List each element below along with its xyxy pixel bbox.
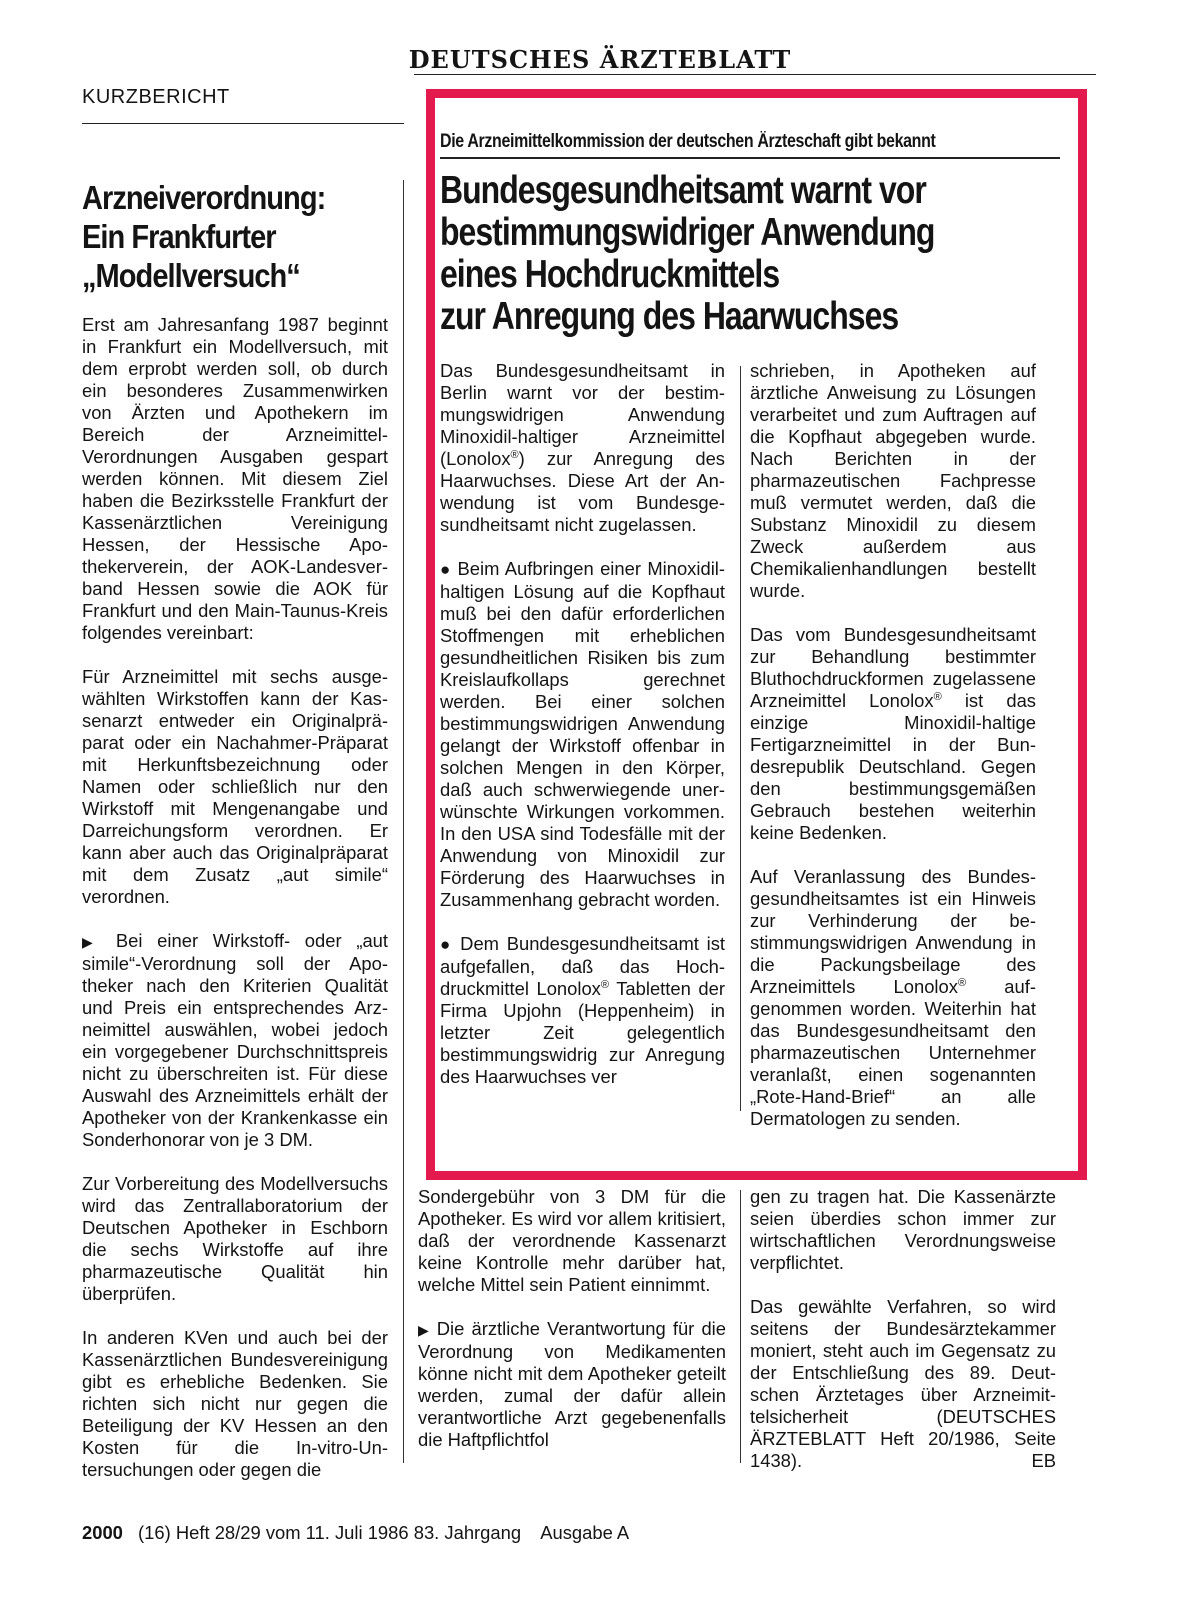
headline-line: zur Anregung des Haarwuchses (440, 295, 899, 338)
column-divider-left (403, 180, 404, 1463)
page-footer (82, 1522, 629, 1544)
paragraph (418, 1318, 726, 1451)
section-label: KURZBERICHT (82, 86, 230, 108)
masthead-rule (414, 74, 1096, 75)
text: aufgenommen worden. Weiterhin hat das Bundesgesundheitsamt den pharmazeutischen Unternehmer veranlaßt, einen sogenannten „Rote-Hand-Brief“ an alle Dermatologen zu senden. (750, 976, 1036, 1129)
registered-mark: ® (510, 448, 519, 461)
text: ) zur Anregung des Haarwuchses. Diese Art der Anwendung ist vom Bundesgesundheitsamt nicht zugelassen. (440, 448, 725, 535)
text: Tabletten der Firma Upjohn (Heppenheim) in letzter Zeit gelegentlich bestimmungswidrig zur Anregung des Haarwuchses ver (440, 978, 725, 1087)
continued-column-1 (418, 1186, 726, 1451)
paragraph (82, 930, 388, 1151)
paragraph (750, 866, 1036, 1130)
box-kicker: Die Arzneimittelkommission der deutschen Ärzteschaft gibt bekannt (440, 131, 936, 152)
text: Auf Veranlassung des Bundesgesundheitsamtes ist ein Hinweis zur Verhinderung der bestimmungswidrigen Anwendung in die Packungsbeilage des Arzneimittels Lonolox (750, 866, 1036, 997)
box-headline (440, 170, 934, 338)
column-divider-lower (740, 1190, 741, 1463)
headline-line: Bundesgesundheitsamt warnt vor (440, 169, 926, 212)
registered-mark: ® (600, 978, 609, 991)
column-divider-box (740, 366, 741, 1111)
headline-line: eines Hochdruckmittels (440, 253, 780, 296)
paragraph: schrieben, in Apotheken auf ärztliche Anweisung zu Lösungen verarbeitet und zum Auftragen auf die Kopfhaut abgegeben wurde. Nach Berichten in der pharmazeutischen Fachpresse muß vermutet werden, daß die Substanz Minoxidil zu diesem Zweck außerdem aus Chemikalienhandlungen bestellt wurde. (750, 360, 1036, 601)
headline-line: Arzneiverordnung: (82, 179, 326, 216)
text: Das vom Bundesgesundheitsamt zur Behandlung bestimmter Bluthochdruckformen zugelassene Arzneimittel Lonolox (750, 624, 1036, 711)
text: Das Bundesgesundheitsamt in Berlin warnt vor der bestimmungswidrigen Anwendung Minoxidil-haltiger Arzneimittel (Lonolox (440, 360, 725, 469)
paragraph: Für Arzneimittel mit sechs ausgewählten Wirkstoffen kann der Kassenarzt entweder ein Originalpräparat oder ein Nachahmer-Präparat mit Herkunftsbezeichnung oder Namen oder schließlich nur den Wirkstoff mit Mengenangabe und Darreichungsform verordnen. Er kann aber auch das Originalpräparat mit dem Zusatz „aut simile“ verordnen. (82, 666, 388, 907)
masthead: DEUTSCHES ÄRZTEBLATT (408, 45, 792, 74)
registered-mark: ® (957, 976, 967, 989)
box-column-1 (440, 360, 725, 1088)
page-number: 2000 (82, 1522, 123, 1543)
paragraph: In anderen KVen und auch bei der Kassenärztlichen Bundesvereinigung gibt es erhebliche Bedenken. Sie richten sich nicht nur gegen die Beteiligung der KV Hessen an den Kosten für die In-vitro-Untersuchungen oder gegen die (82, 1327, 388, 1480)
registered-mark: ® (933, 690, 942, 703)
headline-line: „Modellversuch“ (82, 257, 300, 294)
box-column-2 (750, 360, 1036, 1130)
paragraph (440, 360, 725, 536)
paragraph: gen zu tragen hat. Die Kassenärzte seien überdies schon immer zur wirtschaftlichen Verordnungsweise verpflichtet. (750, 1186, 1056, 1273)
continued-column-2 (750, 1186, 1056, 1472)
headline-line: bestimmungswidriger Anwendung (440, 211, 935, 254)
headline-line: Ein Frankfurter (82, 218, 276, 255)
paragraph-text: Das gewählte Verfahren, so wird seitens der Bundesärztekammer moniert, steht auch im Gegensatz zu der Entschließung des 89. Deutschen Ärztetages über Arzneimittelsicherheit (DEUTSCHES ÄRZTEBLATT Heft 20/1986, Seite 1438). (750, 1296, 1056, 1471)
paragraph-text: Die ärztliche Verantwortung für die Verordnung von Medikamenten könne nicht mit dem Apotheker geteilt werden, zumal der dafür allein verantwortliche Arzt gegebenenfalls die Haftpflichtfol (418, 1318, 726, 1450)
paragraph: Zur Vorbereitung des Modellversuchs wird das Zentrallaboratorium der Deutschen Apotheker in Eschborn die sechs Wirkstoffe auf ihre pharmazeutische Qualität hin überprüfen. (82, 1173, 388, 1304)
paragraph (440, 933, 725, 1088)
edition-info: Ausgabe A (540, 1522, 630, 1543)
paragraph (750, 1296, 1056, 1472)
paragraph (750, 624, 1036, 844)
box-kicker-rule (440, 157, 1060, 159)
paragraph (440, 558, 725, 911)
paragraph: Sondergebühr von 3 DM für die Apotheker. Es wird vor allem kritisiert, daß der verordnende Kassenarzt keine Kontrolle mehr darüber hat, welche Mittel sein Patient einnimmt. (418, 1186, 726, 1295)
paragraph: Erst am Jahresanfang 1987 beginnt in Frankfurt ein Modellversuch, mit dem erprobt werden soll, ob durch ein besonderes Zusammenwirken von Ärzten und Apothekern im Bereich der Arzneimittel-Verordnungen Ausgaben gespart werden können. Mit diesem Ziel haben die Bezirksstelle Frankfurt der Kassenärztlichen Vereinigung Hessen, der Hessische Apothekerverein, der AOK-Landesverband Hessen sowie die AOK für Frankfurt und den Main-Taunus-Kreis folgendes vereinbart: (82, 314, 388, 643)
text: Dem Bundesgesundheitsamt ist aufgefallen, daß das Hochdruckmittel Lonolox (440, 933, 725, 999)
left-article-body (82, 314, 388, 1481)
left-article-headline (82, 178, 368, 295)
author-signature: EB (1031, 1450, 1056, 1471)
paragraph-text: Bei einer Wirkstoff- oder „aut simile“-Verordnung soll der Apotheker nach den Kriterien Qualität und Preis ein entsprechendes Arzneimittel auswählen, wobei jedoch ein vorgegebener Durchschnittspreis nicht zu überschreiten ist. Für diese Auswahl des Arzneimittels erhält der Apotheker von der Krankenkasse ein Sonderhonorar von je 3 DM. (82, 930, 389, 1150)
text: ist das einzige Minoxidil-haltige Fertigarzneimittel in der Bundesrepublik Deutschland. Gegen den bestimmungsgemäßen Gebrauch bestehen weiterhin keine Bedenken. (750, 690, 1036, 843)
issue-info: (16) Heft 28/29 vom 11. Juli 1986 83. Jahrgang (138, 1522, 522, 1543)
section-rule (82, 123, 404, 124)
text: Beim Aufbringen einer Minoxidil-haltigen Lösung auf die Kopfhaut muß bei den dafür erforderlichen Stoffmengen mit erheblichen gesundheitlichen Risiken bis zum Kreislaufkollaps gerechnet werden. Bei einer solchen bestimmungswidrigen Anwendung gelangt der Wirkstoff offenbar in solchen Mengen in den Körper, daß auch schwerwiegende unerwünschte Wirkungen vorkommen. In den USA sind Todesfälle mit der Anwendung von Minoxidil zur Förderung des Haarwuchses in Zusammenhang gebracht worden. (440, 558, 725, 910)
